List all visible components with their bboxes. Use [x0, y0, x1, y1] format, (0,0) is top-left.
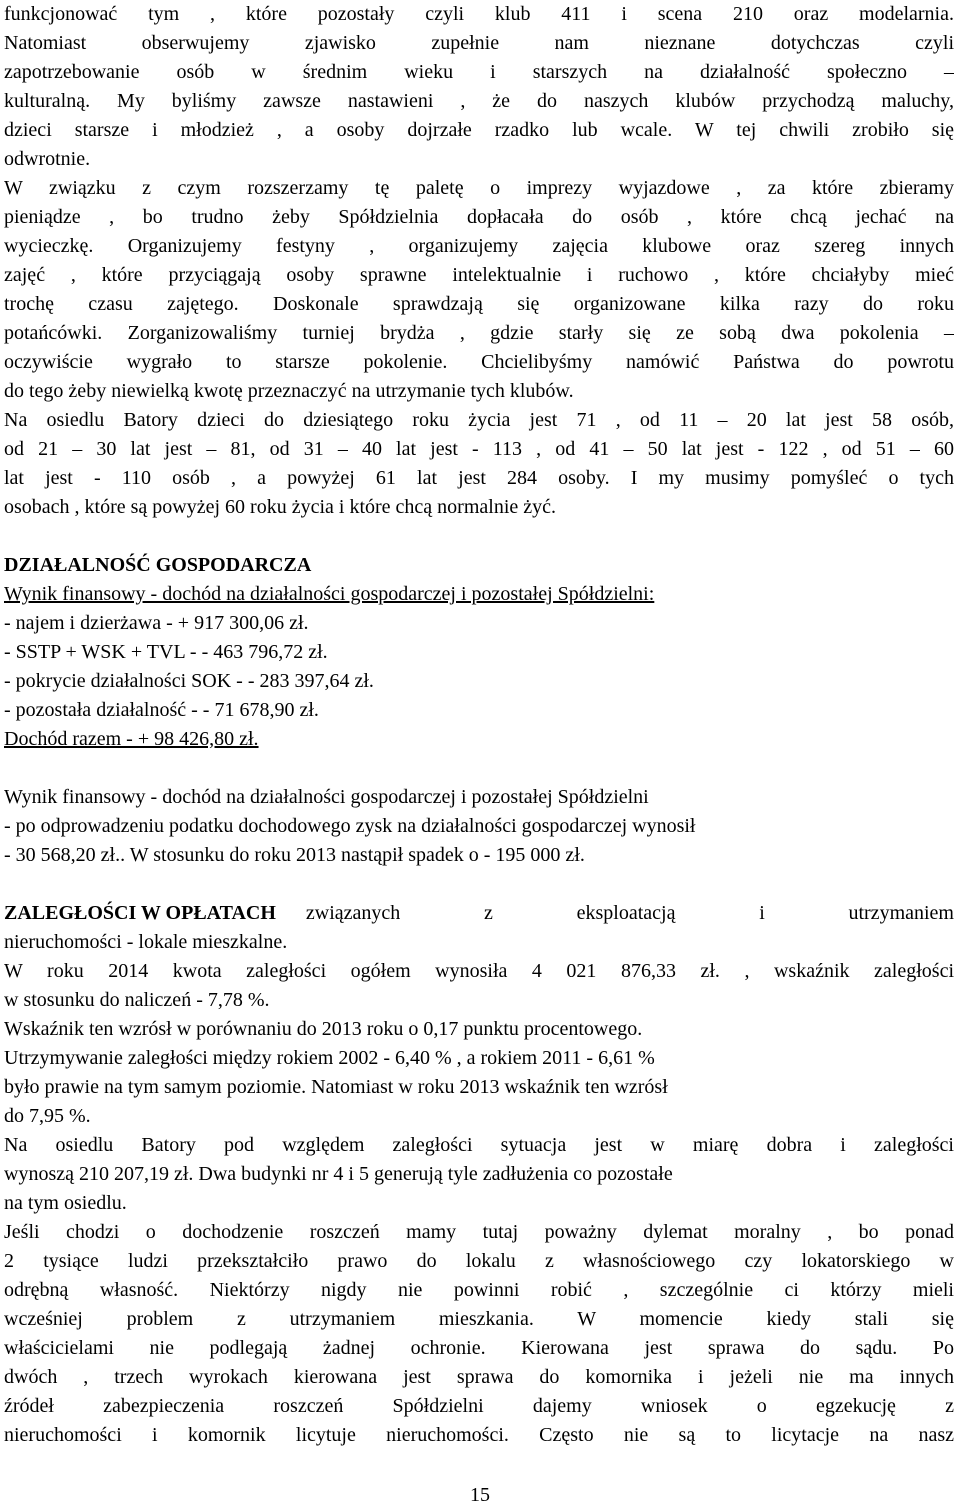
text-line: kulturalną. My byliśmy zawsze nastawieni , że do naszych klubów przychodzą maluchy,	[4, 90, 954, 112]
financial-total: Dochód razem - + 98 426,80 zł.	[4, 728, 259, 750]
section-heading: DZIAŁALNOŚĆ GOSPODARCZA	[4, 554, 312, 576]
document-page	[4, 0, 954, 1509]
text-line: lat jest - 110 osób , a powyżej 61 lat jest 284 osoby. I my musimy pomyśleć o tych	[4, 467, 954, 489]
financial-item: - pokrycie działalności SOK - - 283 397,64 zł.	[4, 670, 374, 692]
text-line: 2 tysiące ludzi przekształciło prawo do lokalu z własnościowego czy lokatorskiego w	[4, 1250, 954, 1272]
arrears-lines	[4, 928, 954, 1450]
financial-item: - pozostała działalność - - 71 678,90 zł.	[4, 699, 319, 721]
text-line: Na osiedlu Batory dzieci do dziesiątego roku życia jest 71 , od 11 – 20 lat jest 58 osób,	[4, 409, 954, 431]
spacer	[4, 870, 954, 899]
text-line: oczywiście wygrało to starsze pokolenie. Chcielibyśmy namówić Państwa do powrotu	[4, 351, 954, 373]
text-line: nieruchomości - lokale mieszkalne.	[4, 931, 288, 953]
text-line: do 7,95 %.	[4, 1105, 91, 1127]
text-line: wycieczkę. Organizujemy festyny , organizujemy zajęcia klubowe oraz szereg innych	[4, 235, 954, 257]
section-heading-row	[4, 899, 954, 928]
text-line: zapotrzebowanie osób w średnim wieku i starszych na działalność społeczno –	[4, 61, 954, 83]
text-line: Jeśli chodzi o dochodzenie roszczeń mamy tutaj poważny dylemat moralny , bo ponad	[4, 1221, 954, 1243]
text-line: Na osiedlu Batory pod względem zaległości sytuacja jest w miarę dobra i zaległości	[4, 1134, 954, 1156]
text-line: potańcówki. Zorganizowaliśmy turniej brydża , gdzie starły się ze sobą dwa pokolenia –	[4, 322, 954, 344]
page-number: 15	[470, 1484, 490, 1506]
text-line: W związku z czym rozszerzamy tę paletę o imprezy wyjazdowe , za które zbieramy	[4, 177, 954, 199]
text-line: odrębną własność. Niektórzy nigdy nie powinni robić , szczególnie ci którzy mieli	[4, 1279, 954, 1301]
text-line: na tym osiedlu.	[4, 1192, 127, 1214]
section-heading-continuation: związanych z eksploatacją i utrzymaniem	[305, 902, 954, 924]
section-arrears	[4, 899, 954, 1450]
text-line: dwóch , trzech wyrokach kierowana jest sprawa do komornika i jeżeli nie ma innych	[4, 1366, 954, 1388]
text-line: W roku 2014 kwota zaległości ogółem wynosiła 4 021 876,33 zł. , wskaźnik zaległości	[4, 960, 954, 982]
financial-item: - najem i dzierżawa - + 917 300,06 zł.	[4, 612, 309, 634]
text-line: Utrzymywanie zaległości między rokiem 2002 - 6,40 % , a rokiem 2011 - 6,61 %	[4, 1047, 655, 1069]
text-line: wynoszą 210 207,19 zł. Dwa budynki nr 4 i 5 generują tyle zadłużenia co pozostałe	[4, 1163, 673, 1185]
text-line: nieruchomości i komornik licytuje nieruchomości. Często nie są to licytacje na nasz	[4, 1424, 954, 1446]
text-line: pieniądze , bo trudno żeby Spółdzielnia dopłacała do osób , które chcą jechać na	[4, 206, 954, 228]
text-line: źródeł zabezpieczenia roszczeń Spółdzielni dajemy wniosek o egzekucję z	[4, 1395, 954, 1417]
text-line: dzieci starsze i młodzież , a osoby dojrzałe rzadko lub wcale. W tej chwili zrobiło się	[4, 119, 954, 141]
section-heading: ZALEGŁOŚCI W OPŁATACH	[4, 902, 276, 924]
financial-item: - SSTP + WSK + TVL - - 463 796,72 zł.	[4, 641, 328, 663]
text-line: zajęć , które przyciągają osoby sprawne intelektualnie i ruchowo , które chciałyby mieć	[4, 264, 954, 286]
paragraph-intro	[4, 0, 954, 174]
text-line: funkcjonować tym , które pozostały czyli klub 411 i scena 210 oraz modelarnia.	[4, 3, 954, 25]
text-line: osobach , które są powyżej 60 roku życia i które chcą normalnie żyć.	[4, 496, 557, 518]
text-line: - 30 568,20 zł.. W stosunku do roku 2013 nastąpił spadek o - 195 000 zł.	[4, 844, 585, 866]
paragraph-events	[4, 174, 954, 406]
text-line: odwrotnie.	[4, 148, 91, 170]
spacer	[4, 754, 954, 783]
text-line: Wskaźnik ten wzrósł w porównaniu do 2013 roku o 0,17 punktu procentowego.	[4, 1018, 643, 1040]
text-line: właścicielami nie podlegają żadnej ochronie. Kierowana jest sprawa do sądu. Po	[4, 1337, 954, 1359]
text-line: od 21 – 30 lat jest – 81, od 31 – 40 lat jest - 113 , od 41 – 50 lat jest - 122 , od 51 – 60	[4, 438, 954, 460]
text-line: - po odprowadzeniu podatku dochodowego zysk na działalności gospodarczej wynosił	[4, 815, 696, 837]
text-line: do tego żeby niewielką kwotę przeznaczyć na utrzymanie tych klubów.	[4, 380, 574, 402]
text-line: Wynik finansowy - dochód na działalności gospodarczej i pozostałej Spółdzielni	[4, 786, 649, 808]
text-line: trochę czasu zajętego. Doskonale sprawdzają się organizowane kilka razy do roku	[4, 293, 954, 315]
text-line: wcześniej problem z utrzymaniem mieszkania. W momencie kiedy stali się	[4, 1308, 954, 1330]
text-line: w stosunku do naliczeń - 7,78 %.	[4, 989, 270, 1011]
section-subtitle: Wynik finansowy - dochód na działalności gospodarczej i pozostałej Spółdzielni:	[4, 583, 655, 605]
text-line: było prawie na tym samym poziomie. Natomiast w roku 2013 wskaźnik ten wzrósł	[4, 1076, 668, 1098]
paragraph-batory-demographics	[4, 406, 954, 522]
section-business-activity	[4, 551, 954, 870]
text-line: Natomiast obserwujemy zjawisko zupełnie nam nieznane dotychczas czyli	[4, 32, 954, 54]
spacer	[4, 522, 954, 551]
